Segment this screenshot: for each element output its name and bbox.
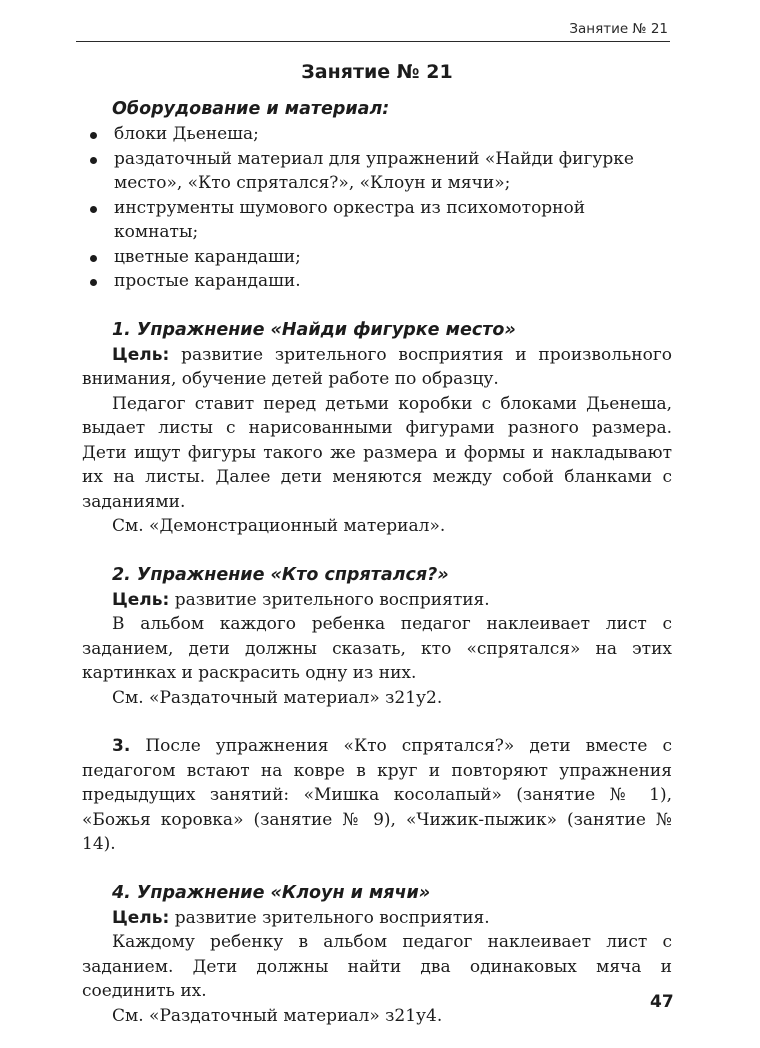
goal-text: развитие зрительного восприятия и произвольного внимания, обучение детей работе по образцу. bbox=[82, 344, 672, 389]
exercise-1-goal bbox=[82, 343, 672, 392]
exercise-3-paragraph bbox=[82, 734, 672, 857]
exercise-2-heading: 2. Упражнение «Кто спрятался?» bbox=[112, 564, 449, 585]
page-content bbox=[82, 60, 672, 1028]
exercise-2-description: В альбом каждого ребенка педагог наклеивает лист с заданием, дети должны сказать, кто «спрятался» на этих картинках и раскрасить одну из них. bbox=[82, 614, 672, 683]
equipment-item: раздаточный материал для упражнений «Найди фигурке место», «Кто спрятался?», «Клоун и мячи»; bbox=[114, 147, 672, 196]
exercise-1-description: Педагог ставит перед детьми коробки с блоками Дьенеша, выдает листы с нарисованными фигурами разного размера. Дети ищут фигуры такого же размера и формы и накладывают их на листы. Далее дети меняются между собой бланками с заданиями. bbox=[82, 393, 672, 512]
exercise-4-reference: См. «Раздаточный материал» з21у4. bbox=[112, 1005, 443, 1026]
exercise-1-heading: 1. Упражнение «Найди фигурке место» bbox=[112, 319, 516, 340]
goal-label: Цель: bbox=[112, 907, 170, 928]
equipment-item: блоки Дьенеша; bbox=[114, 122, 672, 147]
goal-label: Цель: bbox=[112, 344, 170, 365]
page-number: 47 bbox=[650, 992, 674, 1012]
exercise-4-heading: 4. Упражнение «Клоун и мячи» bbox=[112, 882, 431, 903]
exercise-4-goal bbox=[82, 906, 672, 931]
equipment-list bbox=[82, 122, 672, 294]
exercise-3-text: После упражнения «Кто спрятался?» дети вместе с педагогом встают на ковре в круг и повторяют упражнения предыдущих занятий: «Мишка косолапый» (занятие № 1), «Божья коровка» (занятие № 9), «Чижик-пыжик» (занятие № 14). bbox=[82, 736, 672, 854]
exercise-2-reference: См. «Раздаточный материал» з21у2. bbox=[112, 687, 443, 708]
goal-label: Цель: bbox=[112, 589, 170, 610]
page-header bbox=[76, 21, 670, 42]
goal-text: развитие зрительного восприятия. bbox=[174, 907, 490, 928]
exercise-2-goal bbox=[82, 588, 672, 613]
running-title: Занятие № 21 bbox=[569, 21, 668, 37]
equipment-item: инструменты шумового оркестра из психомоторной комнаты; bbox=[114, 196, 672, 245]
equipment-item: простые карандаши. bbox=[114, 269, 672, 294]
goal-text: развитие зрительного восприятия. bbox=[174, 589, 490, 610]
exercise-3-number: 3. bbox=[112, 736, 131, 756]
exercise-1-reference: См. «Демонстрационный материал». bbox=[112, 516, 446, 536]
exercise-4-description: Каждому ребенку в альбом педагог наклеивает лист с заданием. Дети должны найти два одинаковых мяча и соединить их. bbox=[82, 932, 672, 1001]
lesson-title: Занятие № 21 bbox=[301, 61, 453, 83]
equipment-heading: Оборудование и материал: bbox=[112, 99, 390, 119]
equipment-item: цветные карандаши; bbox=[114, 245, 672, 270]
